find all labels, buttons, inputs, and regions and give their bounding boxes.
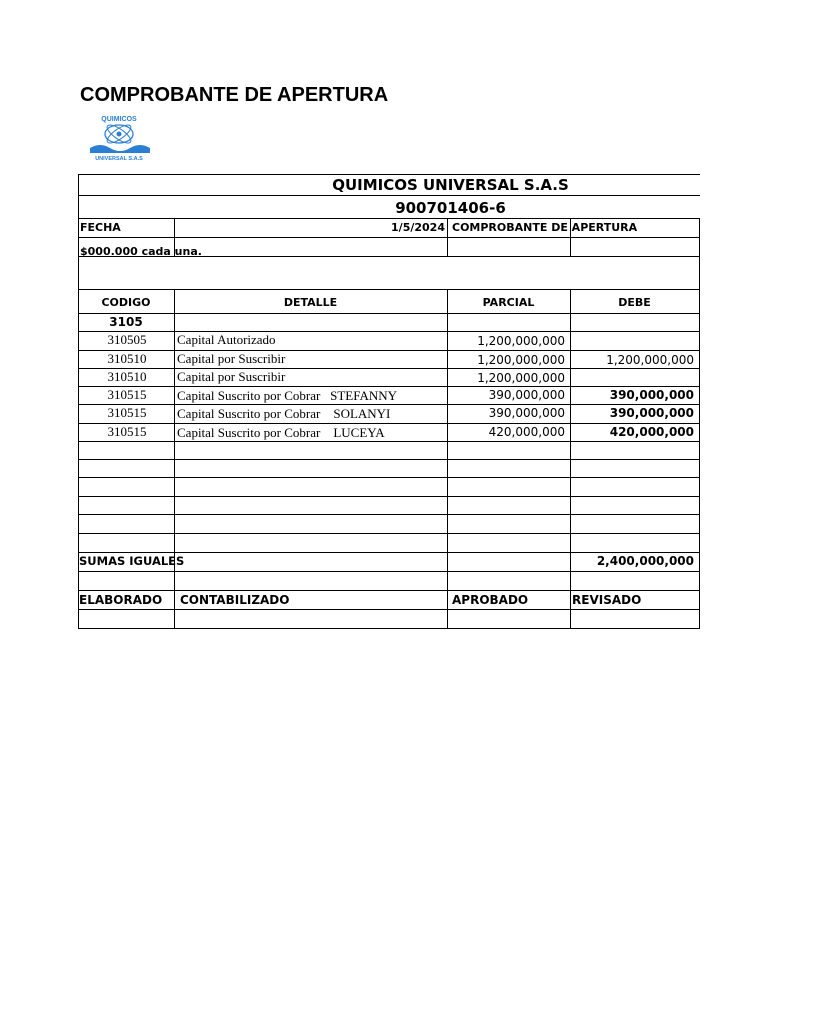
row-parcial: 1,200,000,000 — [477, 353, 565, 367]
row-detalle: Capital por Suscribir — [177, 369, 286, 384]
row-codigo: 310515 — [107, 387, 147, 402]
logo-top-text: QUIMICOS — [101, 116, 137, 123]
signature-revisado: REVISADO — [572, 593, 642, 607]
row-debe: 1,200,000,000 — [606, 353, 694, 367]
voucher-type: COMPROBANTE DE APERTURA — [452, 221, 638, 234]
row-detalle: Capital Suscrito por Cobrar LUCEYA — [177, 425, 385, 440]
row-parcial: 390,000,000 — [488, 388, 565, 402]
row-codigo: 310510 — [107, 351, 147, 366]
company-nit: 900701406-6 — [395, 199, 506, 217]
row-debe: 390,000,000 — [609, 406, 694, 420]
signature-elaborado: ELABORADO — [79, 593, 163, 607]
row-detalle: Capital Autorizado — [177, 332, 276, 347]
voucher-table — [78, 174, 700, 629]
row-codigo: 310515 — [107, 405, 147, 420]
row-debe: 420,000,000 — [609, 425, 694, 439]
company-name: QUIMICOS UNIVERSAL S.A.S — [332, 176, 569, 194]
row-codigo: 310510 — [107, 369, 147, 384]
row-codigo: 310505 — [107, 332, 147, 347]
row-debe: 390,000,000 — [609, 388, 694, 402]
row-codigo: 310515 — [107, 424, 147, 439]
header-parcial: PARCIAL — [482, 296, 535, 309]
row-detalle: Capital Suscrito por Cobrar STEFANNY — [177, 388, 398, 403]
row-detalle: Capital Suscrito por Cobrar SOLANYI — [177, 406, 391, 421]
header-debe: DEBE — [618, 296, 651, 309]
signature-contabilizado: CONTABILIZADO — [180, 593, 290, 607]
totals-label: SUMAS IGUALES — [79, 554, 185, 568]
partial-note: $000.000 cada una. — [80, 245, 202, 258]
row-parcial: 1,200,000,000 — [477, 371, 565, 385]
fecha-label: FECHA — [80, 221, 121, 234]
header-detalle: DETALLE — [283, 296, 338, 309]
signature-aprobado: APROBADO — [452, 593, 529, 607]
header-codigo: CODIGO — [101, 296, 151, 309]
row-parcial: 420,000,000 — [488, 425, 565, 439]
logo-bottom-text: UNIVERSAL S.A.S — [95, 156, 143, 162]
row-parcial: 390,000,000 — [488, 406, 565, 420]
document-title: COMPROBANTE DE APERTURA — [80, 84, 389, 106]
group-code: 3105 — [109, 315, 143, 329]
company-logo — [88, 112, 150, 162]
row-parcial: 1,200,000,000 — [477, 334, 565, 348]
row-detalle: Capital por Suscribir — [177, 351, 286, 366]
fecha-value: 1/5/2024 — [391, 221, 445, 234]
totals-debe: 2,400,000,000 — [596, 554, 694, 568]
